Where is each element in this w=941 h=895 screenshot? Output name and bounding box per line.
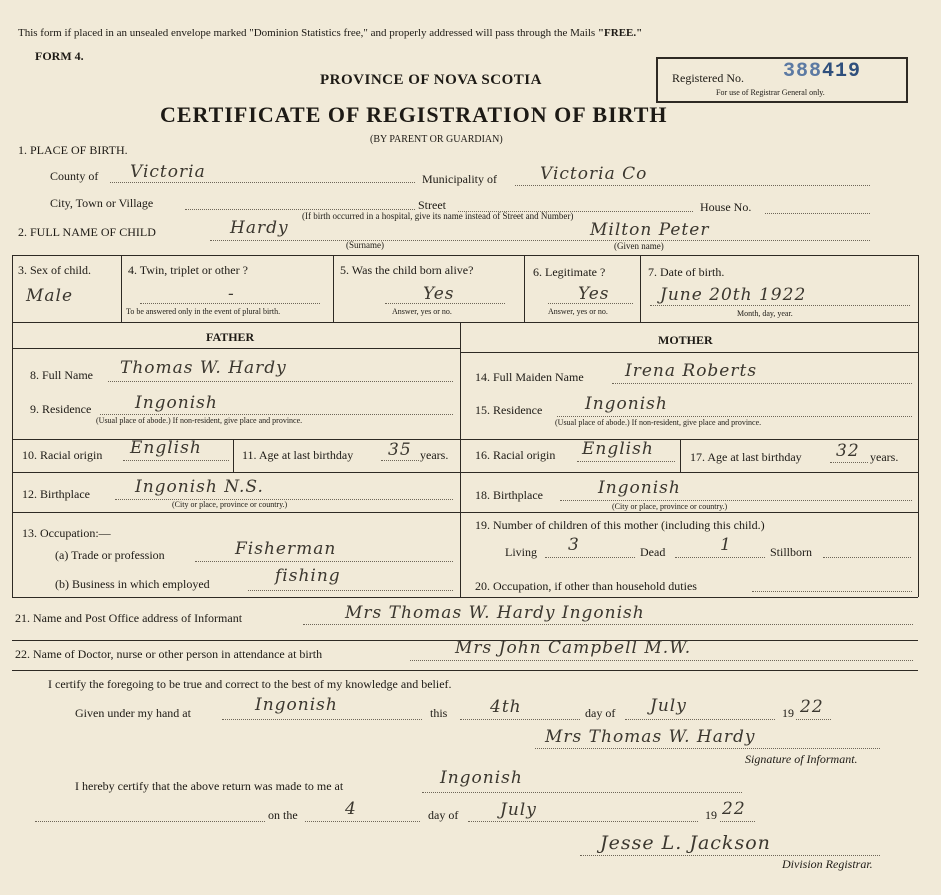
mother-residence-note: (Usual place of abode.) If non-resident, give place and province. — [555, 418, 762, 427]
father-birthplace-note: (City or place, province or country.) — [172, 500, 288, 509]
mother-residence-line — [557, 416, 912, 417]
county-value: Victoria — [130, 162, 206, 182]
given-caption: (Given name) — [614, 241, 664, 251]
living-value: 3 — [568, 535, 580, 555]
registrar-year-prefix: 19 — [705, 808, 717, 822]
registrar-signature-caption: Division Registrar. — [782, 857, 873, 871]
father-racial-line — [123, 460, 229, 461]
father-heading: FATHER — [206, 330, 255, 344]
birthplace-row-bottom — [12, 512, 918, 513]
row-details-top — [12, 255, 918, 256]
mother-age-line — [830, 462, 868, 463]
child-surname: Hardy — [230, 218, 289, 238]
living-label: Living — [505, 545, 537, 559]
alive-value: Yes — [423, 284, 455, 304]
occupation-label: 13. Occupation:— — [22, 526, 111, 540]
father-age-label: 11. Age at last birthday — [242, 448, 354, 462]
dead-value: 1 — [720, 535, 732, 555]
given-year-line — [796, 719, 831, 720]
this-label: this — [430, 706, 448, 720]
father-age-value: 35 — [388, 440, 412, 460]
informant-label: 21. Name and Post Office address of Informant — [15, 611, 243, 625]
registration-label: Registered No. — [672, 71, 744, 85]
informant-value: Mrs Thomas W. Hardy Ingonish — [345, 603, 645, 623]
given-year-prefix: 19 — [782, 706, 794, 720]
details-divider-1 — [121, 255, 122, 322]
father-age-line — [381, 460, 419, 461]
business-value: fishing — [275, 566, 341, 586]
informant-signature-line — [535, 748, 880, 749]
mother-name-label: 14. Full Maiden Name — [475, 370, 584, 384]
registrar-signature: Jesse L. Jackson — [600, 832, 771, 854]
form-number: FORM 4. — [35, 49, 84, 63]
mother-age-value: 32 — [836, 441, 860, 461]
city-label: City, Town or Village — [50, 196, 154, 210]
parents-right-border — [918, 322, 919, 597]
attendant-label: 22. Name of Doctor, nurse or other person in attendance at birth — [15, 647, 323, 661]
registrar-place-line — [422, 792, 742, 793]
mother-birthplace-note: (City or place, province or country.) — [612, 502, 728, 511]
mother-heading-rule — [460, 352, 918, 353]
father-residence-note: (Usual place of abode.) If non-resident, give place and province. — [96, 416, 303, 425]
father-residence-line — [100, 414, 453, 415]
province-heading: PROVINCE OF NOVA SCOTIA — [320, 72, 542, 88]
stillborn-label: Stillborn — [770, 545, 813, 559]
house-line — [765, 213, 870, 214]
date-line — [650, 305, 910, 306]
father-name-line — [108, 381, 453, 382]
mother-age-divider — [680, 439, 681, 472]
city-line — [185, 209, 415, 210]
registration-box — [656, 57, 908, 103]
surname-caption: (Surname) — [346, 240, 384, 250]
registrar-year: 22 — [722, 799, 746, 819]
municipality-value: Victoria Co — [540, 164, 648, 184]
row-details-bottom — [12, 322, 918, 323]
registration-number: 388419 — [783, 60, 862, 83]
twin-value: - — [228, 284, 235, 304]
mother-birthplace-line — [560, 500, 912, 501]
parents-left-border — [12, 322, 13, 597]
father-residence-label: 9. Residence — [30, 402, 92, 416]
legit-note: Answer, yes or no. — [548, 307, 608, 316]
given-day: 4th — [490, 697, 522, 717]
trade-line — [195, 561, 453, 562]
father-name-value: Thomas W. Hardy — [120, 358, 287, 378]
mother-racial-line — [577, 461, 675, 462]
date-note: Month, day, year. — [737, 309, 793, 318]
child-name-label: 2. FULL NAME OF CHILD — [18, 225, 156, 239]
hospital-note: (If birth occurred in a hospital, give its name instead of Street and Number) — [302, 211, 574, 221]
alive-label: 5. Was the child born alive? — [340, 263, 474, 277]
certificate-subtitle: (BY PARENT OR GUARDIAN) — [370, 134, 503, 145]
dead-label: Dead — [640, 545, 666, 559]
attendant-line — [410, 660, 913, 661]
child-name-line — [210, 240, 870, 241]
mother-racial-label: 16. Racial origin — [475, 448, 556, 462]
father-birthplace-value: Ingonish N.S. — [135, 477, 264, 497]
registrar-statement: I hereby certify that the above return was made to me at — [75, 779, 344, 793]
father-age-divider — [233, 439, 234, 472]
parents-divider — [460, 322, 461, 597]
mother-occupation-line — [752, 591, 912, 592]
twin-note: To be answered only in the event of plural birth. — [126, 307, 281, 316]
place-of-birth-heading: 1. PLACE OF BIRTH. — [18, 143, 128, 157]
county-line — [110, 182, 415, 183]
certify-statement: I certify the foregoing to be true and correct to the best of my knowledge and belief. — [48, 677, 452, 691]
business-label: (b) Business in which employed — [55, 577, 210, 591]
legit-label: 6. Legitimate ? — [533, 265, 606, 279]
mother-racial-value: English — [582, 439, 654, 459]
on-the-label: on the — [268, 808, 298, 822]
informant-signature-caption: Signature of Informant. — [745, 752, 858, 766]
given-day-of-label: day of — [585, 706, 616, 720]
legit-value: Yes — [578, 284, 610, 304]
father-name-label: 8. Full Name — [30, 368, 93, 382]
certificate-title: CERTIFICATE OF REGISTRATION OF BIRTH — [160, 102, 668, 127]
trade-value: Fisherman — [235, 539, 337, 559]
business-line — [248, 590, 453, 591]
mother-occupation-label: 20. Occupation, if other than household duties — [475, 579, 697, 593]
mother-age-unit: years. — [870, 450, 899, 464]
twin-label: 4. Twin, triplet or other ? — [128, 263, 248, 277]
mail-notice-free: "FREE." — [597, 27, 643, 39]
registrar-day: 4 — [345, 799, 357, 819]
attendant-rule — [12, 670, 918, 671]
racial-row-bottom — [12, 472, 918, 473]
mail-notice: This form if placed in an unsealed envelope marked "Dominion Statistics free," and properly addressed will pass through the Mails "FREE." — [18, 27, 643, 39]
attendant-value: Mrs John Campbell M.W. — [455, 638, 692, 658]
given-month: July — [650, 696, 687, 716]
date-value: June 20th 1922 — [660, 285, 807, 305]
given-month-line — [625, 719, 775, 720]
trade-label: (a) Trade or profession — [55, 548, 165, 562]
dead-line — [675, 557, 765, 558]
mother-heading: MOTHER — [658, 333, 713, 347]
mother-residence-label: 15. Residence — [475, 403, 543, 417]
child-given-name: Milton Peter — [590, 220, 710, 240]
details-divider-4 — [640, 255, 641, 322]
details-divider-0 — [12, 255, 13, 322]
stillborn-line — [823, 557, 911, 558]
mother-age-label: 17. Age at last birthday — [690, 450, 802, 464]
informant-signature: Mrs Thomas W. Hardy — [545, 727, 756, 747]
registration-note: For use of Registrar General only. — [716, 88, 825, 97]
given-place: Ingonish — [255, 695, 338, 715]
municipality-label: Municipality of — [422, 172, 497, 186]
given-label: Given under my hand at — [75, 706, 191, 720]
mother-name-line — [612, 383, 912, 384]
father-age-unit: years. — [420, 448, 449, 462]
house-label: House No. — [700, 200, 752, 214]
father-birthplace-label: 12. Birthplace — [22, 487, 90, 501]
registrar-place: Ingonish — [440, 768, 523, 788]
details-divider-5 — [918, 255, 919, 322]
mother-name-value: Irena Roberts — [625, 361, 758, 381]
living-line — [545, 557, 635, 558]
given-place-line — [222, 719, 422, 720]
given-year: 22 — [800, 697, 824, 717]
mother-birthplace-value: Ingonish — [598, 478, 681, 498]
sex-label: 3. Sex of child. — [18, 263, 91, 277]
registrar-blank-line — [35, 821, 265, 822]
municipality-line — [515, 185, 870, 186]
date-label: 7. Date of birth. — [648, 265, 725, 279]
details-divider-2 — [333, 255, 334, 322]
street-label: Street — [418, 198, 446, 212]
children-label: 19. Number of children of this mother (including this child.) — [475, 518, 765, 532]
given-day-line — [460, 719, 580, 720]
sex-value: Male — [26, 286, 74, 306]
father-racial-value: English — [130, 438, 202, 458]
registrar-month-line — [468, 821, 698, 822]
mother-residence-value: Ingonish — [585, 394, 668, 414]
county-label: County of — [50, 169, 99, 183]
registrar-day-line — [305, 821, 420, 822]
mother-birthplace-label: 18. Birthplace — [475, 488, 543, 502]
father-racial-label: 10. Racial origin — [22, 448, 103, 462]
father-residence-value: Ingonish — [135, 393, 218, 413]
registrar-month: July — [500, 800, 537, 820]
father-heading-rule — [12, 348, 460, 349]
registrar-day-of-label: day of — [428, 808, 459, 822]
alive-note: Answer, yes or no. — [392, 307, 452, 316]
registrar-year-line — [720, 821, 755, 822]
informant-line — [303, 624, 913, 625]
registrar-signature-line — [580, 855, 880, 856]
details-divider-3 — [524, 255, 525, 322]
parents-bottom-rule — [12, 597, 918, 598]
